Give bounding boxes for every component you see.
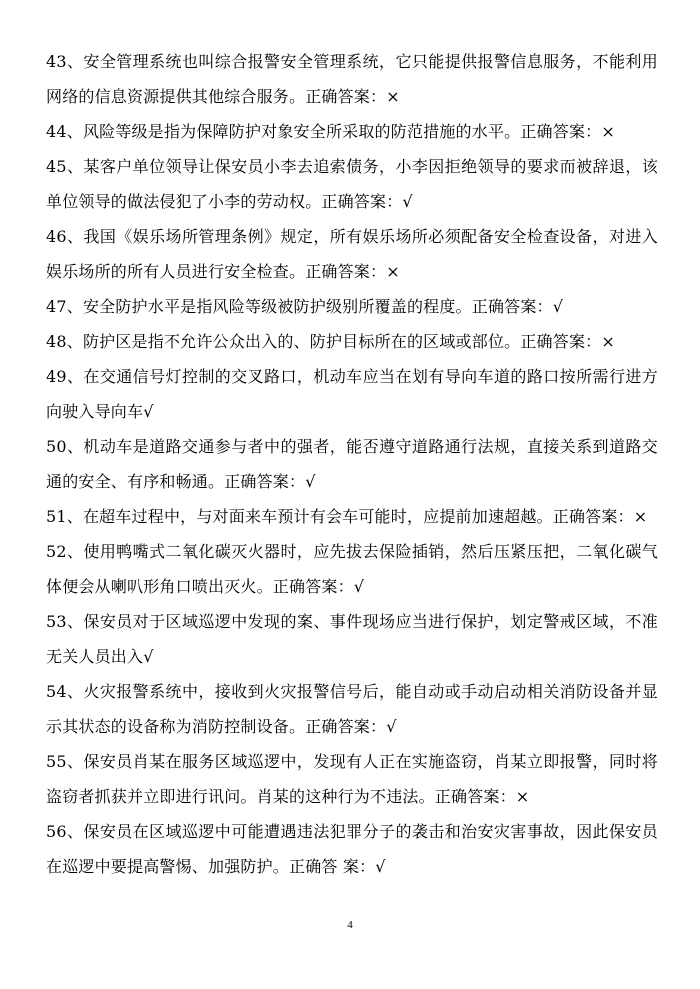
question-item: 56、保安员在区域巡逻中可能遭遇违法犯罪分子的袭击和治安灾害事故，因此保安员在巡逻中要提高警惕、加强防护。正确答 案：√ [46,822,658,876]
question-item: 45、某客户单位领导让保安员小李去追索债务，小李因拒绝领导的要求而被辞退，该单位领导的做法侵犯了小李的劳动权。正确答案：√ [46,157,658,211]
question-item: 54、火灾报警系统中，接收到火灾报警信号后，能自动或手动启动相关消防设备并显示其状态的设备称为消防控制设备。正确答案：√ [46,682,658,736]
question-item: 51、在超车过程中，与对面来车预计有会车可能时，应提前加速超越。正确答案：× [46,507,648,526]
question-item: 55、保安员肖某在服务区域巡逻中，发现有人正在实施盗窃，肖某立即报警，同时将盗窃者抓获并立即进行讯问。肖某的这种行为不违法。正确答案：× [46,752,658,806]
question-item: 52、使用鸭嘴式二氧化碳灭火器时，应先拔去保险插销，然后压紧压把，二氧化碳气体便会从喇叭形角口喷出灭火。正确答案：√ [46,542,658,596]
question-item: 48、防护区是指不允许公众出入的、防护目标所在的区域或部位。正确答案：× [46,332,615,351]
question-item: 43、安全管理系统也叫综合报警安全管理系统，它只能提供报警信息服务，不能利用网络的信息资源提供其他综合服务。正确答案：× [46,52,658,106]
question-item: 53、保安员对于区域巡逻中发现的案、事件现场应当进行保护，划定警戒区域，不准无关人员出入√ [46,612,658,666]
question-item: 44、风险等级是指为保障防护对象安全所采取的防范措施的水平。正确答案：× [46,122,615,141]
question-item: 50、机动车是道路交通参与者中的强者，能否遵守道路通行法规，直接关系到道路交通的安全、有序和畅通。正确答案：√ [46,437,658,491]
question-list [46,44,658,884]
question-item: 47、安全防护水平是指风险等级被防护级别所覆盖的程度。正确答案：√ [46,297,564,316]
question-item: 46、我国《娱乐场所管理条例》规定，所有娱乐场所必须配备安全检查设备，对进入娱乐场所的所有人员进行安全检查。正确答案：× [46,227,658,281]
page-number: 4 [347,919,353,931]
question-item: 49、在交通信号灯控制的交叉路口，机动车应当在划有导向车道的路口按所需行进方向驶入导向车√ [46,367,658,421]
